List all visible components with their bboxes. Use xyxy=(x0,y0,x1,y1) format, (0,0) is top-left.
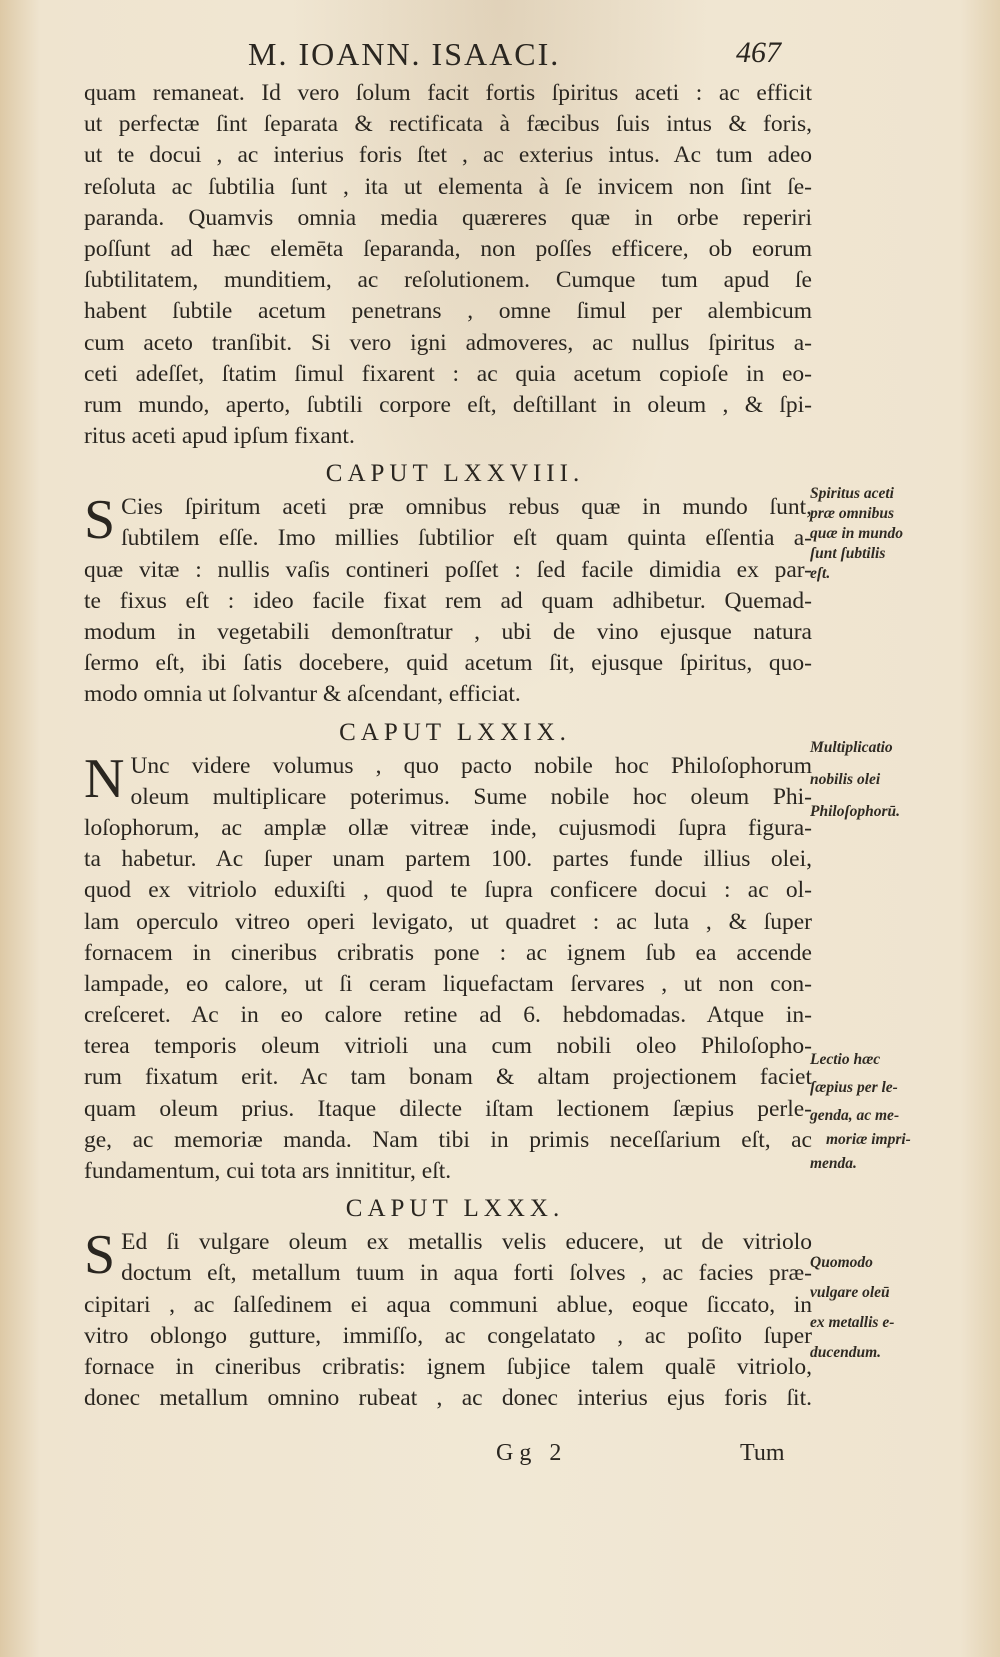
text-line: vitro oblongo gutture, immiſſo, ac congelatato , ac poſito ſuper xyxy=(84,1322,812,1349)
margin-note-line: moriæ impri- xyxy=(826,1131,911,1148)
text-line: Cies ſpiritum aceti præ omnibus rebus quæ in mundo ſunt, xyxy=(121,494,812,521)
text-line: rum fixatum erit. Ac tam bonam & altam projectionem faciet xyxy=(84,1064,812,1091)
text-line: ſubtilitatem, munditiem, ac reſolutionem. Cumque tum apud ſe xyxy=(84,267,812,294)
margin-note-line: ducendum. xyxy=(810,1344,882,1361)
text-line: ge, ac memoriæ manda. Nam tibi in primis neceſſarium eſt, ac xyxy=(84,1126,812,1153)
margin-note-line: Lectio hæc xyxy=(810,1051,881,1068)
text-line: creſceret. Ac in eo calore retine ad 6. hebdomadas. Atque in- xyxy=(84,1002,812,1029)
text-line: ut perfectæ ſint ſeparata & rectificata à fæcibus ſuis intus & foris, xyxy=(84,111,812,138)
text-line: fornace in cineribus cribratis: ignem ſubjice talem qualē vitriolo, xyxy=(84,1353,812,1380)
margin-note-line: nobilis olei xyxy=(810,771,881,788)
text-line: cipitari , ac ſalſedinem ei aqua communi ablue, eoque ſiccato, in xyxy=(84,1291,812,1318)
text-line: doctum eſt, metallum tuum in aqua forti ſolves , ac facies præ- xyxy=(121,1260,812,1287)
running-head: M. IOANN. ISAACI. xyxy=(248,36,561,72)
chapter-paragraph xyxy=(84,1224,812,1414)
text-line: paranda. Quamvis omnia media quæreres quæ in orbe reperiri xyxy=(84,204,812,231)
page-number: 467 xyxy=(736,36,781,69)
signature-mark: Gg 2 xyxy=(496,1440,568,1466)
text-line: ſubtilem eſſe. Imo millies ſubtilior eſt quam quinta eſſentia a- xyxy=(121,525,812,552)
text-line: Ed ſi vulgare oleum ex metallis velis educere, ut de vitriolo xyxy=(121,1229,812,1256)
margin-note-line: Philoſophorū. xyxy=(810,803,901,820)
text-line: quam remaneat. Id vero ſolum facit fortis ſpiritus aceti : ac efficit xyxy=(84,80,812,106)
text-line: lampade, eo calore, ut ſi ceram liquefactam ſervares , ut non con- xyxy=(84,970,812,997)
margin-note xyxy=(810,738,970,822)
text-line: fornacem in cineribus cribratis pone : ac ignem ſub ea accende xyxy=(84,939,812,966)
margin-note-line: menda. xyxy=(810,1155,857,1172)
text-line: Unc videre volumus , quo pacto nobile hoc Philoſophorum xyxy=(130,752,812,779)
text-line: quæ vitæ : nullis vaſis contineri poſſet : ſed facile dimidia ex par- xyxy=(84,556,812,583)
text-line: te fixus eſt : ideo facile fixat rem ad quam adhibetur. Quemad- xyxy=(84,587,812,614)
margin-note-line: Multiplicatio xyxy=(810,739,893,756)
text-line: ritus aceti apud ipſum fixant. xyxy=(84,423,355,450)
text-line: oleum multiplicare poterimus. Sume nobile hoc oleum Phi- xyxy=(130,783,812,810)
text-line: ſermo eſt, ibi ſatis docebere, quid acetum ſit, ejusque ſpiritus, quo- xyxy=(84,650,812,677)
margin-note-line: præ omnibus xyxy=(810,505,894,522)
paragraph-continuation xyxy=(84,78,812,452)
margin-note-line: ſunt ſubtilis xyxy=(810,545,886,562)
text-line: modum in vegetabili demonſtratur , ubi de vino ejusque natura xyxy=(84,619,812,645)
text-line: ut te docui , ac interius foris ſtet , ac exterius intus. Ac tum adeo xyxy=(84,142,812,169)
text-line: terea temporis oleum vitrioli una cum nobili oleo Philoſopho- xyxy=(84,1033,812,1060)
text-line: ceti adeſſet, ſtatim ſimul fixarent : ac quia acetum copioſe in eo- xyxy=(84,360,812,387)
text-line: habent ſubtile acetum penetrans , omne ſimul per alembicum xyxy=(84,298,812,325)
drop-cap: S xyxy=(84,1224,116,1287)
text-line: poſſunt ad hæc elemēta ſeparanda, non poſſes efficere, ob eorum xyxy=(84,235,812,262)
drop-cap: S xyxy=(84,489,116,552)
chapter-heading: CAPUT LXXIX. xyxy=(339,718,571,746)
text-line: modo omnia ut ſolvantur & aſcendant, efficiat. xyxy=(84,681,521,708)
text-line: fundamentum, cui tota ars innititur, eſt. xyxy=(84,1158,452,1184)
margin-note xyxy=(810,1253,970,1363)
text-line: cum aceto tranſibit. Si vero igni admoveres, ac nullus ſpiritus a- xyxy=(84,329,812,356)
chapter-heading: CAPUT LXXVIII. xyxy=(325,460,585,488)
margin-note-line: Quomodo xyxy=(810,1254,873,1271)
text-line: donec metallum omnino rubeat , ac donec interius ejus foris ſit. xyxy=(84,1385,812,1412)
body-text xyxy=(84,78,812,1414)
margin-note xyxy=(810,1050,970,1174)
catchword: Tum xyxy=(740,1440,785,1466)
margin-note xyxy=(810,484,970,584)
chapter-heading: CAPUT LXXX. xyxy=(345,1195,565,1223)
margin-note-line: eſt. xyxy=(810,565,831,582)
page-header xyxy=(0,36,1000,76)
text-line: ta habetur. Ac ſuper unam partem 100. partes funde illius olei, xyxy=(84,846,812,873)
margin-note-line: genda, ac me- xyxy=(810,1107,900,1124)
margin-note-line: quæ in mundo xyxy=(810,525,904,542)
margin-note-line: ſæpius per le- xyxy=(810,1079,898,1096)
text-line: quam oleum prius. Itaque dilecte iſtam lectionem ſæpius perle- xyxy=(84,1095,812,1122)
margin-note-line: vulgare oleū xyxy=(810,1284,890,1301)
margin-note-line: ex metallis e- xyxy=(810,1314,895,1331)
margin-note-line: Spiritus aceti xyxy=(810,485,894,502)
text-line: loſophorum, ac amplæ ollæ vitreæ inde, cujusmodi ſupra figura- xyxy=(84,814,812,841)
text-line: reſoluta ac ſubtilia ſunt , ita ut elementa à ſe invicem non ſint ſe- xyxy=(84,173,812,200)
drop-cap: N xyxy=(84,747,125,810)
chapter-paragraph xyxy=(84,747,812,1188)
text-line: lam operculo vitreo operi levigato, ut quadret : ac luta , & ſuper xyxy=(84,908,812,935)
text-line: rum mundo, aperto, ſubtili corpore eſt, deſtillant in oleum , & ſpi- xyxy=(84,391,812,418)
chapter-paragraph xyxy=(84,489,812,710)
text-line: quod ex vitriolo eduxiſti , quod te ſupra conficere docui : ac ol- xyxy=(84,877,812,904)
